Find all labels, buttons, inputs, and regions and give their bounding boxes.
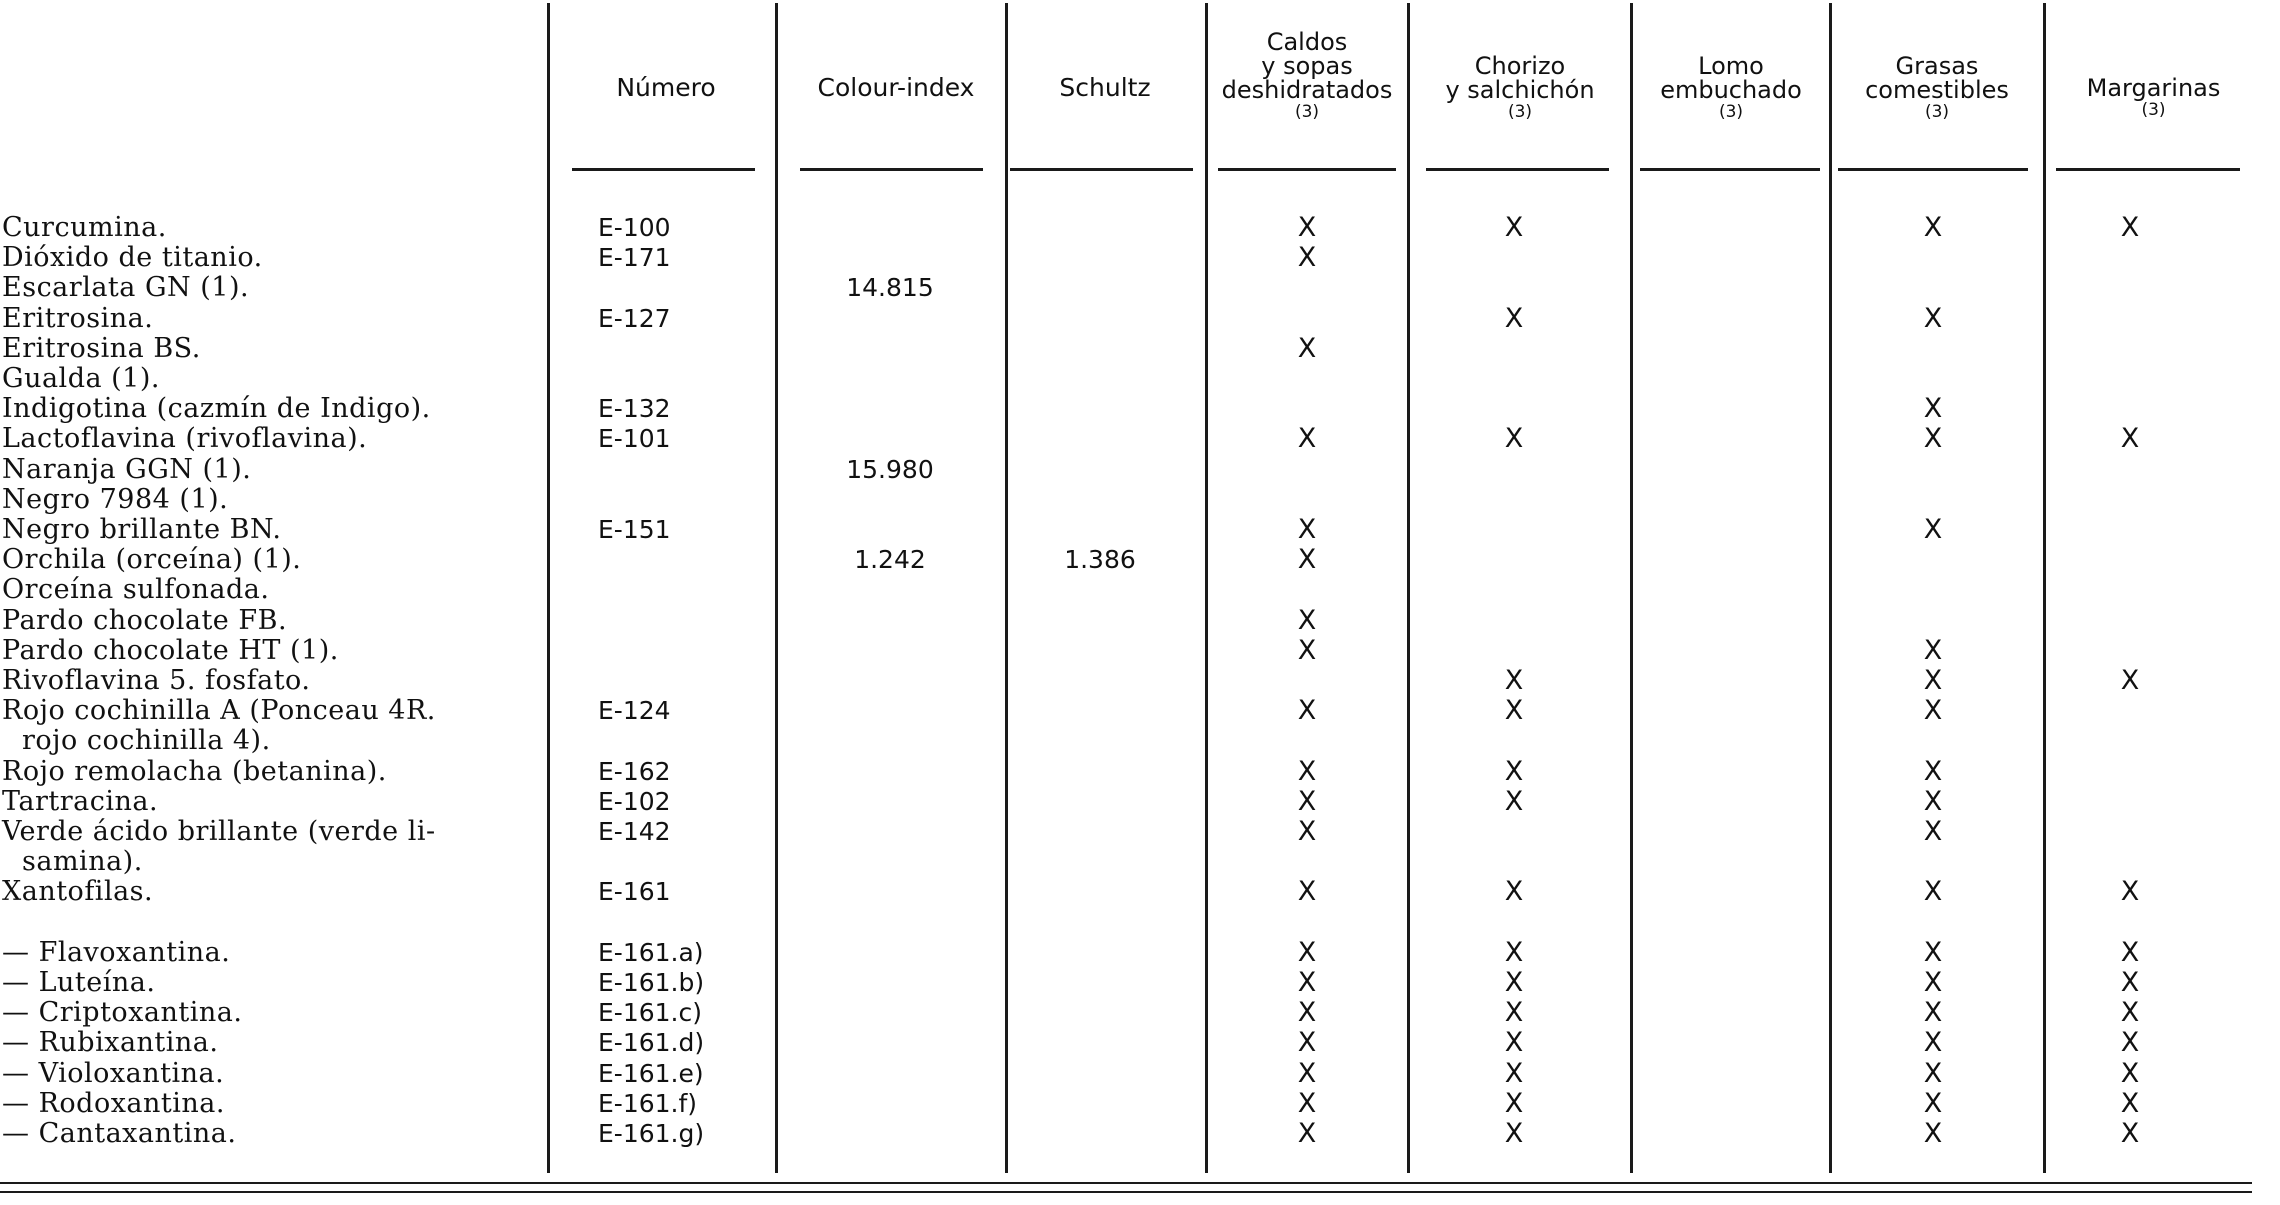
header-underline bbox=[1640, 168, 1820, 171]
table-row-spacer bbox=[0, 908, 2280, 938]
mark-grasas: X bbox=[1923, 634, 1943, 666]
mark-grasas: X bbox=[1923, 514, 1943, 545]
table-row bbox=[0, 1119, 2280, 1149]
mark-margarinas: X bbox=[2120, 967, 2140, 998]
colorant-name: Pardo chocolate FB. bbox=[2, 604, 288, 636]
colorant-name: — Cantaxantina. bbox=[2, 1118, 237, 1149]
e-number: E-161.c) bbox=[598, 998, 702, 1028]
header-caldos-line-2: y sopas bbox=[1261, 52, 1353, 80]
table-row bbox=[0, 666, 2280, 696]
header-lomo-note: (3) bbox=[1718, 102, 1744, 122]
table-row bbox=[0, 726, 2280, 756]
mark-chorizo: X bbox=[1504, 695, 1524, 727]
header-chorizo-note: (3) bbox=[1507, 102, 1533, 122]
header-margarinas-note: (3) bbox=[2141, 100, 2166, 120]
mark-grasas: X bbox=[1923, 695, 1943, 727]
mark-grasas: X bbox=[1923, 1118, 1943, 1149]
colorant-name: Orceína sulfonada. bbox=[2, 574, 270, 606]
bottom-rule bbox=[0, 1191, 2252, 1193]
mark-caldos: X bbox=[1297, 514, 1317, 545]
mark-caldos: X bbox=[1297, 997, 1317, 1029]
mark-chorizo: X bbox=[1504, 997, 1524, 1029]
colorant-name: Orchila (orceína) (1). bbox=[2, 544, 302, 576]
colour-index-value: 15.980 bbox=[846, 454, 934, 484]
header-numero: Número bbox=[616, 73, 716, 102]
colorant-name: Verde ácido brillante (verde li- bbox=[2, 816, 436, 847]
colorant-name: Negro brillante BN. bbox=[2, 514, 282, 545]
colorant-name: — Rodoxantina. bbox=[2, 1087, 225, 1119]
table-row bbox=[0, 636, 2280, 666]
header-chorizo-line-2: y salchichón bbox=[1445, 76, 1595, 104]
header-underline bbox=[1838, 168, 2028, 171]
table-row bbox=[0, 334, 2280, 364]
mark-caldos: X bbox=[1297, 816, 1317, 847]
e-number: E-132 bbox=[598, 394, 671, 424]
table-row bbox=[0, 213, 2280, 243]
mark-margarinas: X bbox=[2120, 997, 2140, 1029]
bottom-rule bbox=[0, 1182, 2252, 1184]
colorant-name: — Luteína. bbox=[2, 967, 156, 998]
mark-margarinas: X bbox=[2120, 423, 2140, 455]
e-number: E-171 bbox=[598, 243, 671, 273]
header-underline bbox=[572, 168, 755, 171]
table-row bbox=[0, 1089, 2280, 1119]
mark-caldos: X bbox=[1297, 1118, 1317, 1149]
table-row bbox=[0, 1028, 2280, 1058]
mark-margarinas: X bbox=[2120, 876, 2140, 908]
header-schultz: Schultz bbox=[1059, 73, 1151, 102]
mark-grasas: X bbox=[1923, 1027, 1943, 1059]
mark-caldos: X bbox=[1297, 876, 1317, 908]
table-row bbox=[0, 273, 2280, 303]
header-lomo bbox=[1634, 54, 1828, 122]
table-row bbox=[0, 606, 2280, 636]
mark-caldos: X bbox=[1297, 695, 1317, 727]
mark-chorizo: X bbox=[1504, 1118, 1524, 1149]
table-row bbox=[0, 545, 2280, 575]
header-chorizo-line-1: Chorizo bbox=[1474, 52, 1566, 80]
table-row bbox=[0, 938, 2280, 968]
table-row bbox=[0, 968, 2280, 998]
colorant-name: Xantofilas. bbox=[2, 876, 154, 908]
mark-chorizo: X bbox=[1504, 876, 1524, 908]
mark-margarinas: X bbox=[2120, 665, 2140, 696]
e-number: E-124 bbox=[598, 696, 671, 726]
colorant-name: Negro 7984 (1). bbox=[2, 483, 229, 515]
e-number: E-161.a) bbox=[598, 937, 704, 967]
colorant-name: Indigotina (cazmín de Indigo). bbox=[2, 393, 431, 425]
header-colour-index: Colour-index bbox=[817, 73, 975, 102]
colorant-name: rojo cochinilla 4). bbox=[22, 725, 271, 757]
e-number: E-102 bbox=[598, 786, 671, 816]
mark-caldos: X bbox=[1297, 785, 1317, 817]
mark-grasas: X bbox=[1923, 936, 1943, 968]
colorant-name: Pardo chocolate HT (1). bbox=[2, 634, 339, 666]
mark-grasas: X bbox=[1923, 1087, 1943, 1119]
mark-grasas: X bbox=[1923, 785, 1943, 817]
header-caldos-line-3: deshidratados bbox=[1221, 76, 1393, 104]
mark-chorizo: X bbox=[1504, 1027, 1524, 1059]
table-row bbox=[0, 424, 2280, 454]
header-grasas-line-2: comestibles bbox=[1865, 76, 2009, 104]
mark-grasas: X bbox=[1923, 212, 1943, 243]
table-row bbox=[0, 817, 2280, 847]
table-row bbox=[0, 394, 2280, 424]
e-number: E-101 bbox=[598, 424, 671, 454]
mark-chorizo: X bbox=[1504, 967, 1524, 998]
colorant-name: Gualda (1). bbox=[2, 363, 160, 394]
header-grasas bbox=[1833, 54, 2041, 122]
table-row bbox=[0, 455, 2280, 485]
header-caldos-note: (3) bbox=[1294, 102, 1320, 122]
table-row bbox=[0, 485, 2280, 515]
mark-caldos: X bbox=[1297, 634, 1317, 666]
mark-chorizo: X bbox=[1504, 936, 1524, 968]
e-number: E-161.e) bbox=[598, 1058, 704, 1088]
colorant-name: Rivoflavina 5. fosfato. bbox=[2, 665, 311, 696]
table-row bbox=[0, 575, 2280, 605]
e-number: E-161.d) bbox=[598, 1028, 705, 1058]
header-grasas-note: (3) bbox=[1924, 102, 1950, 122]
header-caldos bbox=[1209, 30, 1405, 122]
mark-grasas: X bbox=[1923, 302, 1943, 334]
table-row bbox=[0, 787, 2280, 817]
e-number: E-161.b) bbox=[598, 968, 705, 997]
mark-caldos: X bbox=[1297, 936, 1317, 968]
table-row bbox=[0, 1059, 2280, 1089]
mark-chorizo: X bbox=[1504, 212, 1524, 243]
header-underline bbox=[2056, 168, 2240, 171]
mark-grasas: X bbox=[1923, 876, 1943, 908]
mark-caldos: X bbox=[1297, 967, 1317, 998]
mark-grasas: X bbox=[1923, 423, 1943, 455]
mark-caldos: X bbox=[1297, 604, 1317, 636]
e-number: E-162 bbox=[598, 756, 671, 786]
mark-grasas: X bbox=[1923, 816, 1943, 847]
colour-index-value: 14.815 bbox=[846, 273, 934, 303]
table-row bbox=[0, 364, 2280, 394]
mark-chorizo: X bbox=[1504, 665, 1524, 696]
mark-grasas: X bbox=[1923, 997, 1943, 1029]
colorant-name: Rojo cochinilla A (Ponceau 4R. bbox=[2, 695, 436, 727]
table-row bbox=[0, 304, 2280, 334]
header-underline bbox=[1010, 168, 1193, 171]
mark-chorizo: X bbox=[1504, 785, 1524, 817]
colorant-name: — Flavoxantina. bbox=[2, 936, 231, 968]
table-row bbox=[0, 243, 2280, 273]
header-lomo-line-2: embuchado bbox=[1660, 76, 1802, 104]
mark-chorizo: X bbox=[1504, 423, 1524, 455]
mark-caldos: X bbox=[1297, 332, 1317, 364]
mark-caldos: X bbox=[1297, 242, 1317, 274]
table-row bbox=[0, 877, 2280, 907]
table-row bbox=[0, 696, 2280, 726]
mark-grasas: X bbox=[1923, 393, 1943, 425]
mark-caldos: X bbox=[1297, 423, 1317, 455]
colorant-name: Lactoflavina (rivoflavina). bbox=[2, 423, 368, 455]
header-underline bbox=[1218, 168, 1396, 171]
mark-chorizo: X bbox=[1504, 1087, 1524, 1119]
mark-chorizo: X bbox=[1504, 1057, 1524, 1089]
e-number: E-151 bbox=[598, 515, 671, 544]
colorant-name: — Criptoxantina. bbox=[2, 997, 243, 1029]
colour-index-value: 1.242 bbox=[854, 545, 926, 575]
mark-chorizo: X bbox=[1504, 755, 1524, 787]
header-underline bbox=[1426, 168, 1609, 171]
table-row bbox=[0, 515, 2280, 545]
header-chorizo bbox=[1412, 54, 1628, 122]
mark-margarinas: X bbox=[2120, 936, 2140, 968]
mark-caldos: X bbox=[1297, 544, 1317, 576]
mark-caldos: X bbox=[1297, 755, 1317, 787]
colorant-name: Curcumina. bbox=[2, 212, 167, 243]
header-margarinas bbox=[2047, 76, 2260, 120]
e-number: E-142 bbox=[598, 817, 671, 846]
colorant-name: Eritrosina BS. bbox=[2, 332, 201, 364]
colorant-name: — Rubixantina. bbox=[2, 1027, 219, 1059]
e-number: E-127 bbox=[598, 303, 671, 333]
mark-chorizo: X bbox=[1504, 302, 1524, 334]
table-row bbox=[0, 757, 2280, 787]
e-number: E-100 bbox=[598, 213, 671, 242]
mark-caldos: X bbox=[1297, 1057, 1317, 1089]
schultz-value: 1.386 bbox=[1064, 545, 1136, 575]
mark-caldos: X bbox=[1297, 1027, 1317, 1059]
e-number: E-161 bbox=[598, 877, 671, 907]
mark-grasas: X bbox=[1923, 1057, 1943, 1089]
colorant-name: Eritrosina. bbox=[2, 302, 154, 334]
table-row bbox=[0, 998, 2280, 1028]
mark-grasas: X bbox=[1923, 967, 1943, 998]
colorant-name: Naranja GGN (1). bbox=[2, 453, 252, 485]
colorant-name: samina). bbox=[22, 846, 143, 878]
header-caldos-line-1: Caldos bbox=[1266, 28, 1348, 56]
mark-caldos: X bbox=[1297, 212, 1317, 243]
table-row bbox=[0, 847, 2280, 877]
mark-caldos: X bbox=[1297, 1087, 1317, 1119]
mark-margarinas: X bbox=[2120, 1027, 2140, 1059]
header-grasas-line-1: Grasas bbox=[1895, 52, 1979, 80]
mark-margarinas: X bbox=[2120, 1087, 2140, 1119]
header-margarinas-line-1: Margarinas bbox=[2086, 74, 2221, 102]
header-underline bbox=[800, 168, 983, 171]
header-lomo-line-1: Lomo bbox=[1698, 52, 1764, 80]
e-number: E-161.g) bbox=[598, 1119, 705, 1148]
e-number: E-161.f) bbox=[598, 1088, 698, 1118]
mark-margarinas: X bbox=[2120, 212, 2140, 243]
colorant-name: Rojo remolacha (betanina). bbox=[2, 755, 387, 787]
mark-grasas: X bbox=[1923, 755, 1943, 787]
colorant-name: Escarlata GN (1). bbox=[2, 272, 250, 304]
colorant-name: Dióxido de titanio. bbox=[2, 242, 263, 274]
mark-margarinas: X bbox=[2120, 1057, 2140, 1089]
colorant-name: — Violoxantina. bbox=[2, 1057, 225, 1089]
mark-grasas: X bbox=[1923, 665, 1943, 696]
mark-margarinas: X bbox=[2120, 1118, 2140, 1149]
colorant-name: Tartracina. bbox=[2, 785, 159, 817]
